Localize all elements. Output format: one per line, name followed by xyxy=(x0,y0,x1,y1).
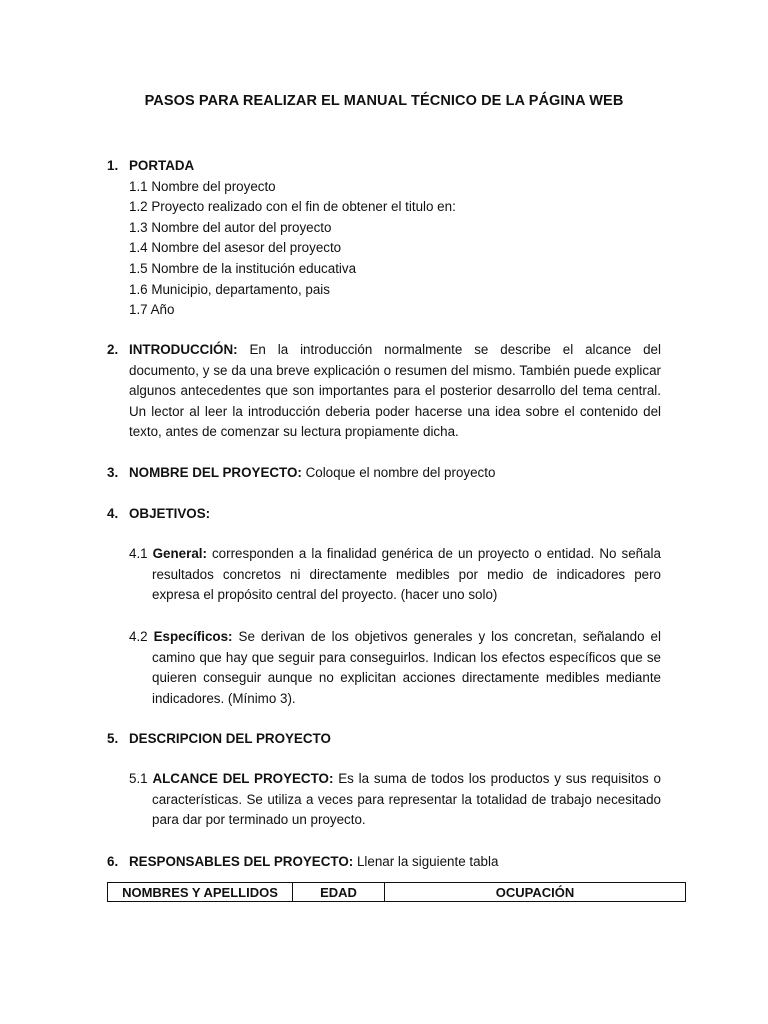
section-portada xyxy=(129,156,661,321)
section-objetivos xyxy=(129,504,661,525)
document-title: PASOS PARA REALIZAR EL MANUAL TÉCNICO DE LA PÁGINA WEB xyxy=(144,93,624,109)
responsables-table xyxy=(107,882,686,902)
portada-item: 1.5 Nombre de la institución educativa xyxy=(129,260,357,276)
table-header-row xyxy=(108,883,686,902)
objetivos-especificos-heading: Específicos: xyxy=(153,629,233,644)
section-number-nombre: 3. xyxy=(107,465,119,480)
section-heading-descripcion: DESCRIPCION DEL PROYECTO xyxy=(129,731,331,746)
alcance-heading: ALCANCE DEL PROYECTO: xyxy=(152,771,334,786)
table-header-cell: EDAD xyxy=(293,883,385,902)
introduccion-text: En la introducción normalmente se describe el alcance del documento, y se da una breve explicación o resumen del mismo. También puede explicar algunos antecedentes que son importantes para el posterior desarrollo del tema central. Un lector al leer la introducción deberia poder hacerse una idea sobre el contenido del texto, antes de comenzar su lectura propiamente dicha. xyxy=(129,342,661,440)
objetivos-especificos-text: Se derivan de los objetivos generales y los concretan, señalando el camino que hay que seguir para conseguirlos. Indican los efectos específicos que se quieren conseguir aunque no explicitan acciones directamente medibles mediante indicadores. (Mínimo 3). xyxy=(152,629,661,706)
portada-item: 1.7 Año xyxy=(129,302,175,318)
section-nombre xyxy=(129,463,661,484)
section-heading-portada: PORTADA xyxy=(129,158,195,173)
section-number-portada: 1. xyxy=(107,158,119,173)
objetivo-general-number: 4.1 xyxy=(129,546,148,561)
alcance-text: Es la suma de todos los productos y sus requisitos o características. Se utiliza a veces para representar la totalidad de trabajo necesitado para dar por terminado un proyecto. xyxy=(152,771,661,828)
responsables-text: Llenar la siguiente tabla xyxy=(356,854,499,869)
table-header-cell: OCUPACIÓN xyxy=(385,883,686,902)
objetivo-general-heading: General: xyxy=(152,546,207,561)
section-descripcion xyxy=(129,729,661,750)
section-number-objetivos: 4. xyxy=(107,506,119,521)
section-heading-nombre: NOMBRE DEL PROYECTO: xyxy=(129,465,302,480)
objetivos-especificos xyxy=(129,627,661,709)
table-header-cell: NOMBRES Y APELLIDOS xyxy=(108,883,293,902)
objetivo-general xyxy=(129,544,661,606)
section-number-introduccion: 2. xyxy=(107,342,119,357)
section-responsables xyxy=(129,852,661,873)
objetivo-general-text: corresponden a la finalidad genérica de un proyecto o entidad. No señala resultados concretos ni directamente medibles por medio de indicadores pero expresa el propósito central del proyecto. (hacer uno solo) xyxy=(152,546,661,603)
portada-item: 1.3 Nombre del autor del proyecto xyxy=(129,219,332,235)
section-heading-responsables: RESPONSABLES DEL PROYECTO: xyxy=(129,854,354,869)
section-introduccion xyxy=(129,340,661,443)
section-heading-introduccion: INTRODUCCIÓN: xyxy=(129,342,238,357)
portada-item: 1.2 Proyecto realizado con el fin de obtener el titulo en: xyxy=(129,199,456,215)
alcance-proyecto xyxy=(129,769,661,831)
alcance-number: 5.1 xyxy=(129,771,148,786)
portada-item: 1.1 Nombre del proyecto xyxy=(129,178,276,194)
portada-item: 1.6 Municipio, departamento, pais xyxy=(129,281,330,297)
section-heading-objetivos: OBJETIVOS: xyxy=(129,506,211,521)
section-number-responsables: 6. xyxy=(107,854,119,869)
section-number-descripcion: 5. xyxy=(107,731,119,746)
nombre-text: Coloque el nombre del proyecto xyxy=(305,465,496,480)
objetivos-especificos-number: 4.2 xyxy=(129,629,148,644)
portada-item: 1.4 Nombre del asesor del proyecto xyxy=(129,240,342,256)
